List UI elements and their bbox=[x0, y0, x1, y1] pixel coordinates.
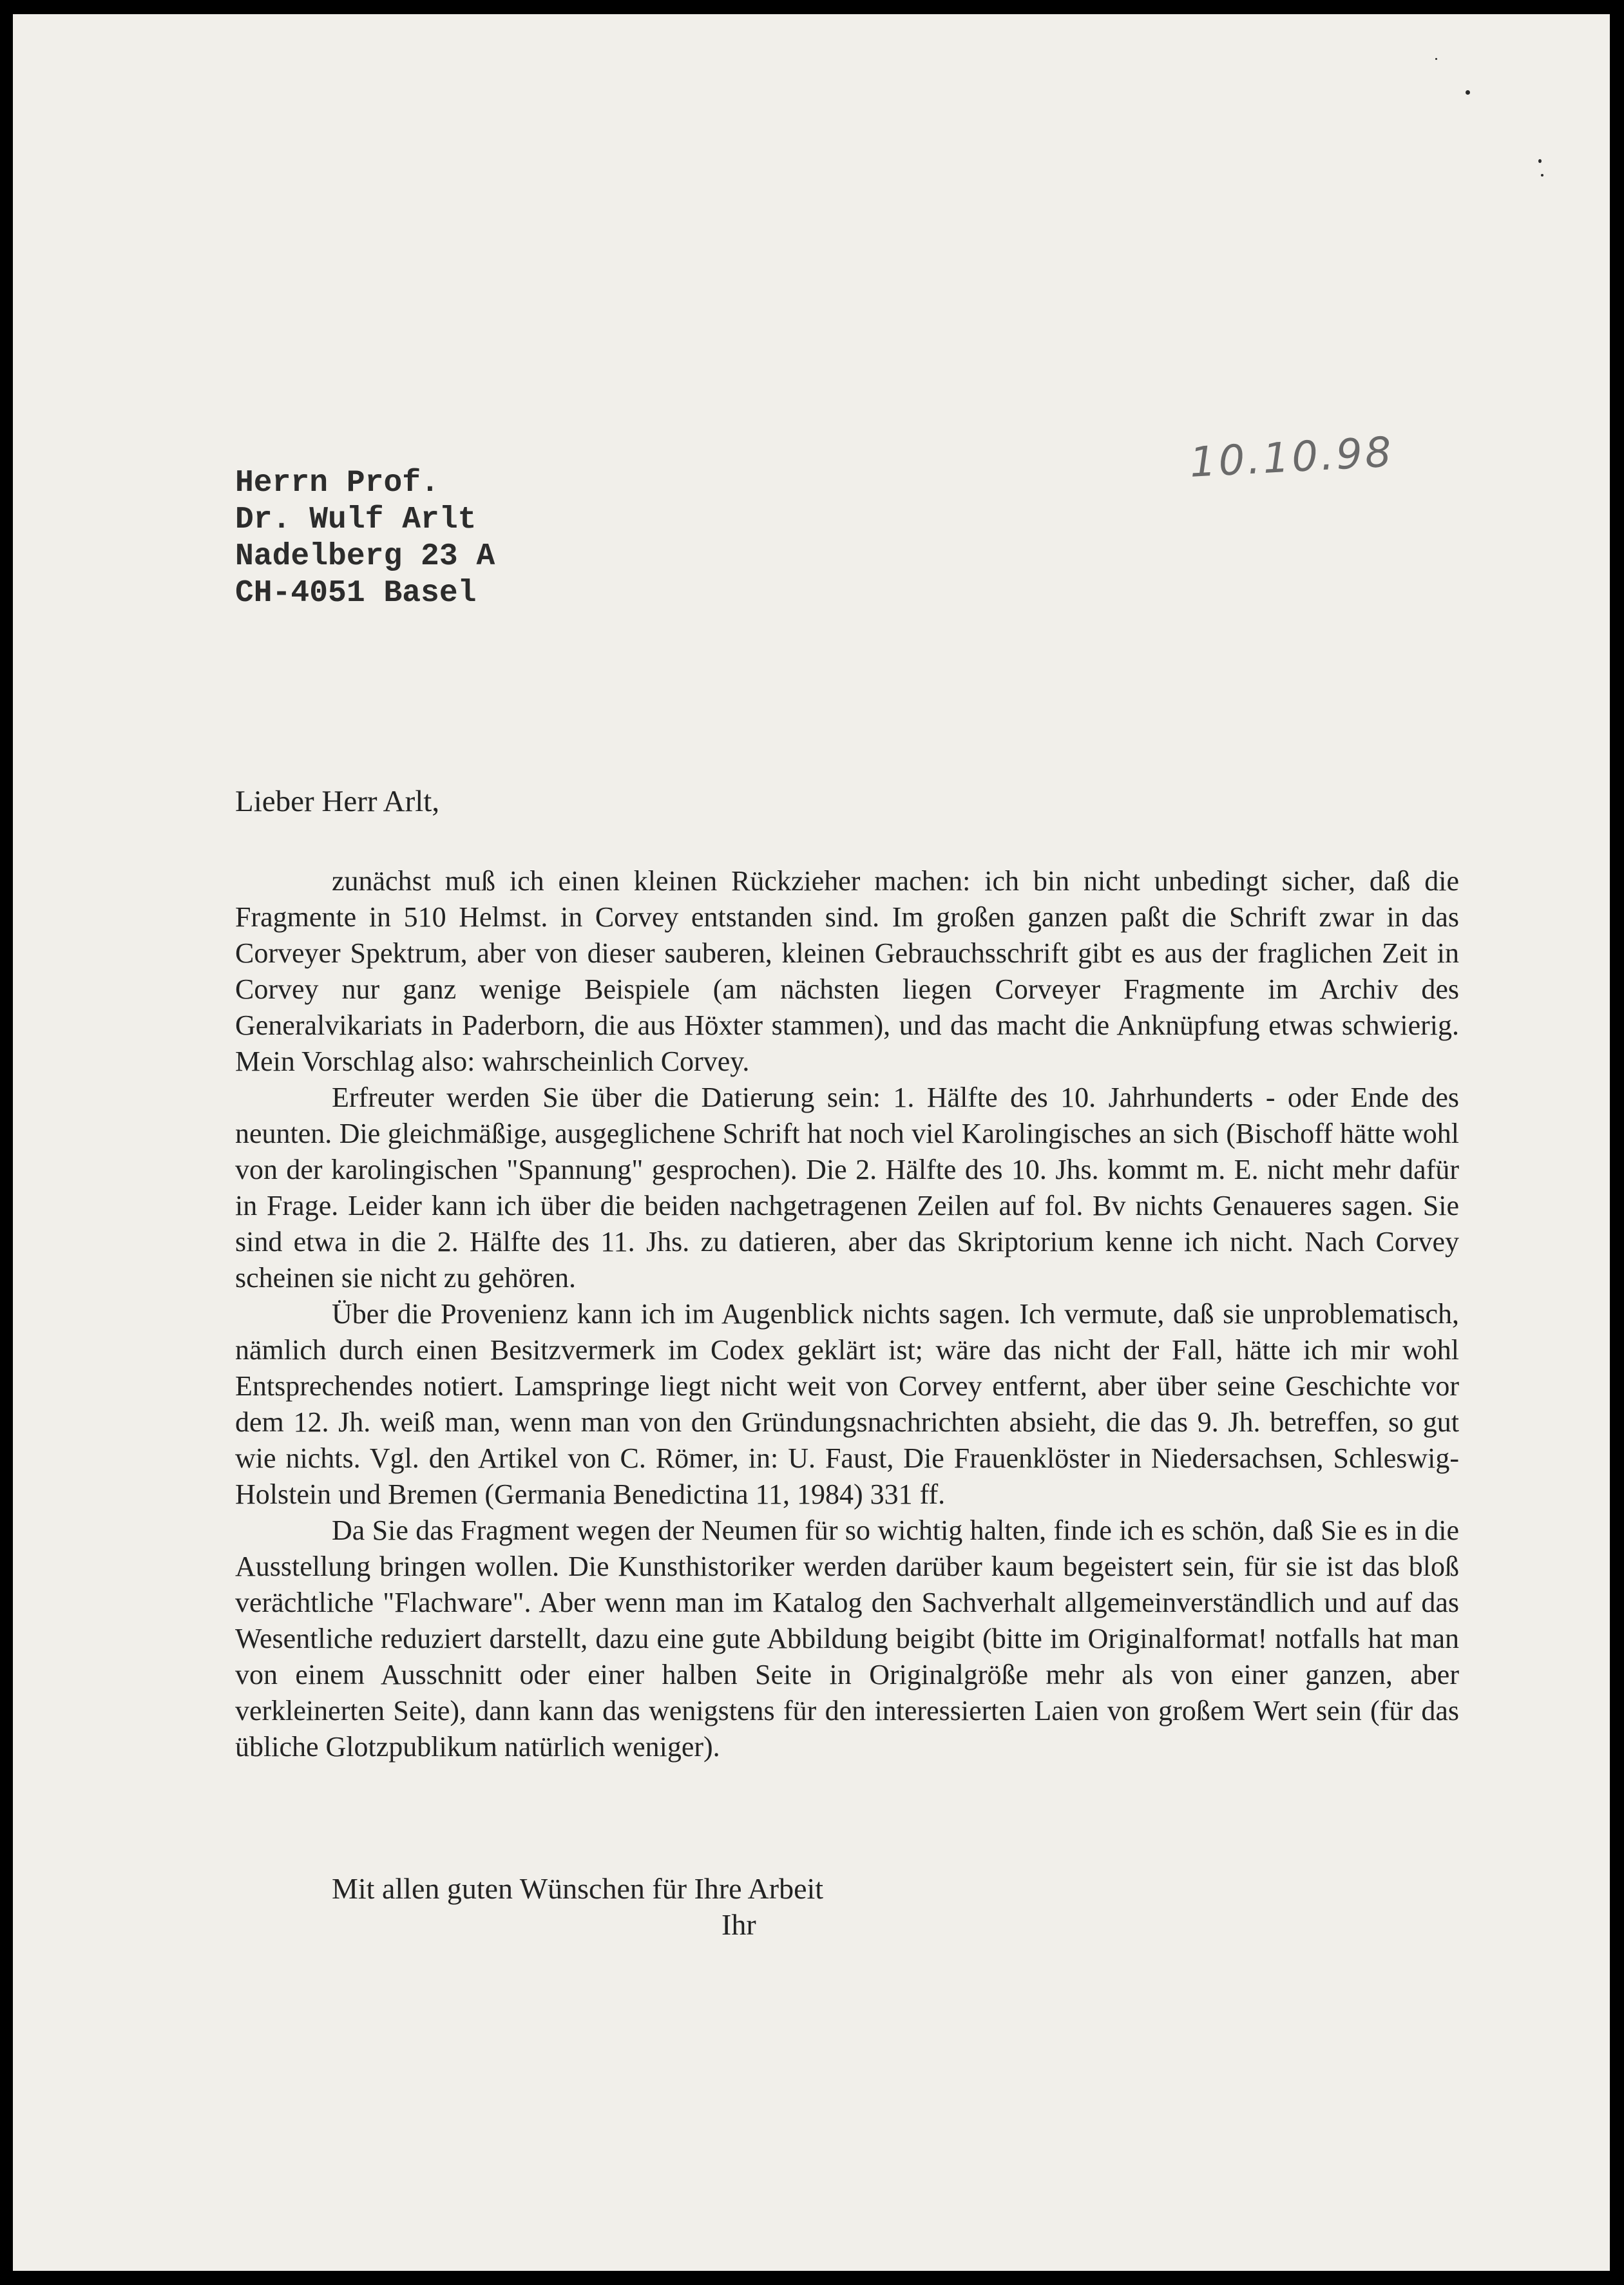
body-paragraph: Da Sie das Fragment wegen der Neumen für so wichtig halten, finde ich es schön, daß Sie es in die Ausstellung bringen wollen. Die Kunsthistoriker werden darüber kaum begeistert sein, für sie ist das bloß verächtliche "Flachware". Aber wenn man im Katalog den Sachverhalt allgemeinverständlich und auf das Wesentliche reduziert darstellt, dazu eine gute Abbildung beigibt (bitte im Originalformat! notfalls hat man von einem Ausschnitt oder einer halben Seite in Originalgröße mehr als von einer ganzen, aber verkleinerten Seite), dann kann das wenigstens für den interessierten Laien von großem Wert sein (für das übliche Glotzpublikum natürlich weniger). bbox=[235, 1515, 1459, 1763]
handwritten-date: 10.10.98 bbox=[1189, 428, 1395, 487]
scan-speck bbox=[1435, 58, 1437, 60]
scan-speck bbox=[1541, 174, 1543, 177]
address-line: CH-4051 Basel bbox=[235, 576, 477, 611]
closing-line: Mit allen guten Wünschen für Ihre Arbeit bbox=[332, 1872, 824, 1905]
signoff: Ihr bbox=[721, 1908, 756, 1941]
body-paragraph: Über die Provenienz kann ich im Augenblick nichts sagen. Ich vermute, daß sie unproblematisch, nämlich durch einen Besitzvermerk im Codex geklärt ist; wäre das nicht der Fall, hätte ich mir wohl Entsprechendes notiert. Lamspringe liegt nicht weit von Corvey entfernt, aber über seine Geschichte vor dem 12. Jh. weiß man, wenn man von den Gründungsnachrichten absieht, die das 9. Jh. betreffen, so gut wie nichts. Vgl. den Artikel von C. Römer, in: U. Faust, Die Frauenklöster in Niedersachsen, Schleswig-Holstein und Bremen (Germania Benedictina 11, 1984) 331 ff. bbox=[235, 1298, 1459, 1510]
address-line: Nadelberg 23 A bbox=[235, 539, 495, 574]
body-paragraph: zunächst muß ich einen kleinen Rückzieher machen: ich bin nicht unbedingt sicher, daß die Fragmente in 510 Helmst. in Corvey entstanden sind. Im großen ganzen paßt die Schrift zwar in das Corveyer Spektrum, aber von dieser sauberen, kleinen Gebrauchsschrift gibt es aus der fraglichen Zeit in Corvey nur ganz wenige Beispiele (am nächsten liegen Corveyer Fragmente im Archiv des Generalvikariats in Paderborn, die aus Höxter stammen), und das macht die Anknüpfung etwas schwierig. Mein Vorschlag also: wahrscheinlich Corvey. bbox=[235, 865, 1459, 1077]
letter-page bbox=[13, 14, 1610, 2271]
scan-speck bbox=[1466, 90, 1470, 95]
scan-speck bbox=[1538, 159, 1542, 163]
letter-body bbox=[235, 863, 1459, 1765]
address-line: Dr. Wulf Arlt bbox=[235, 502, 477, 537]
address-line: Herrn Prof. bbox=[235, 466, 439, 501]
salutation: Lieber Herr Arlt, bbox=[235, 785, 440, 818]
body-paragraph: Erfreuter werden Sie über die Datierung sein: 1. Hälfte des 10. Jahrhunderts - oder Ende des neunten. Die gleichmäßige, ausgeglichene Schrift hat noch viel Karolingisches an sich (Bischoff hätte wohl von der karolingischen "Spannung" gesprochen). Die 2. Hälfte des 10. Jhs. kommt m. E. nicht mehr dafür in Frage. Leider kann ich über die beiden nachgetragenen Zeilen auf fol. Bv nichts Genaueres sagen. Sie sind etwa in die 2. Hälfte des 11. Jhs. zu datieren, aber das Skriptorium kenne ich nicht. Nach Corvey scheinen sie nicht zu gehören. bbox=[235, 1082, 1459, 1294]
recipient-address bbox=[235, 465, 495, 612]
